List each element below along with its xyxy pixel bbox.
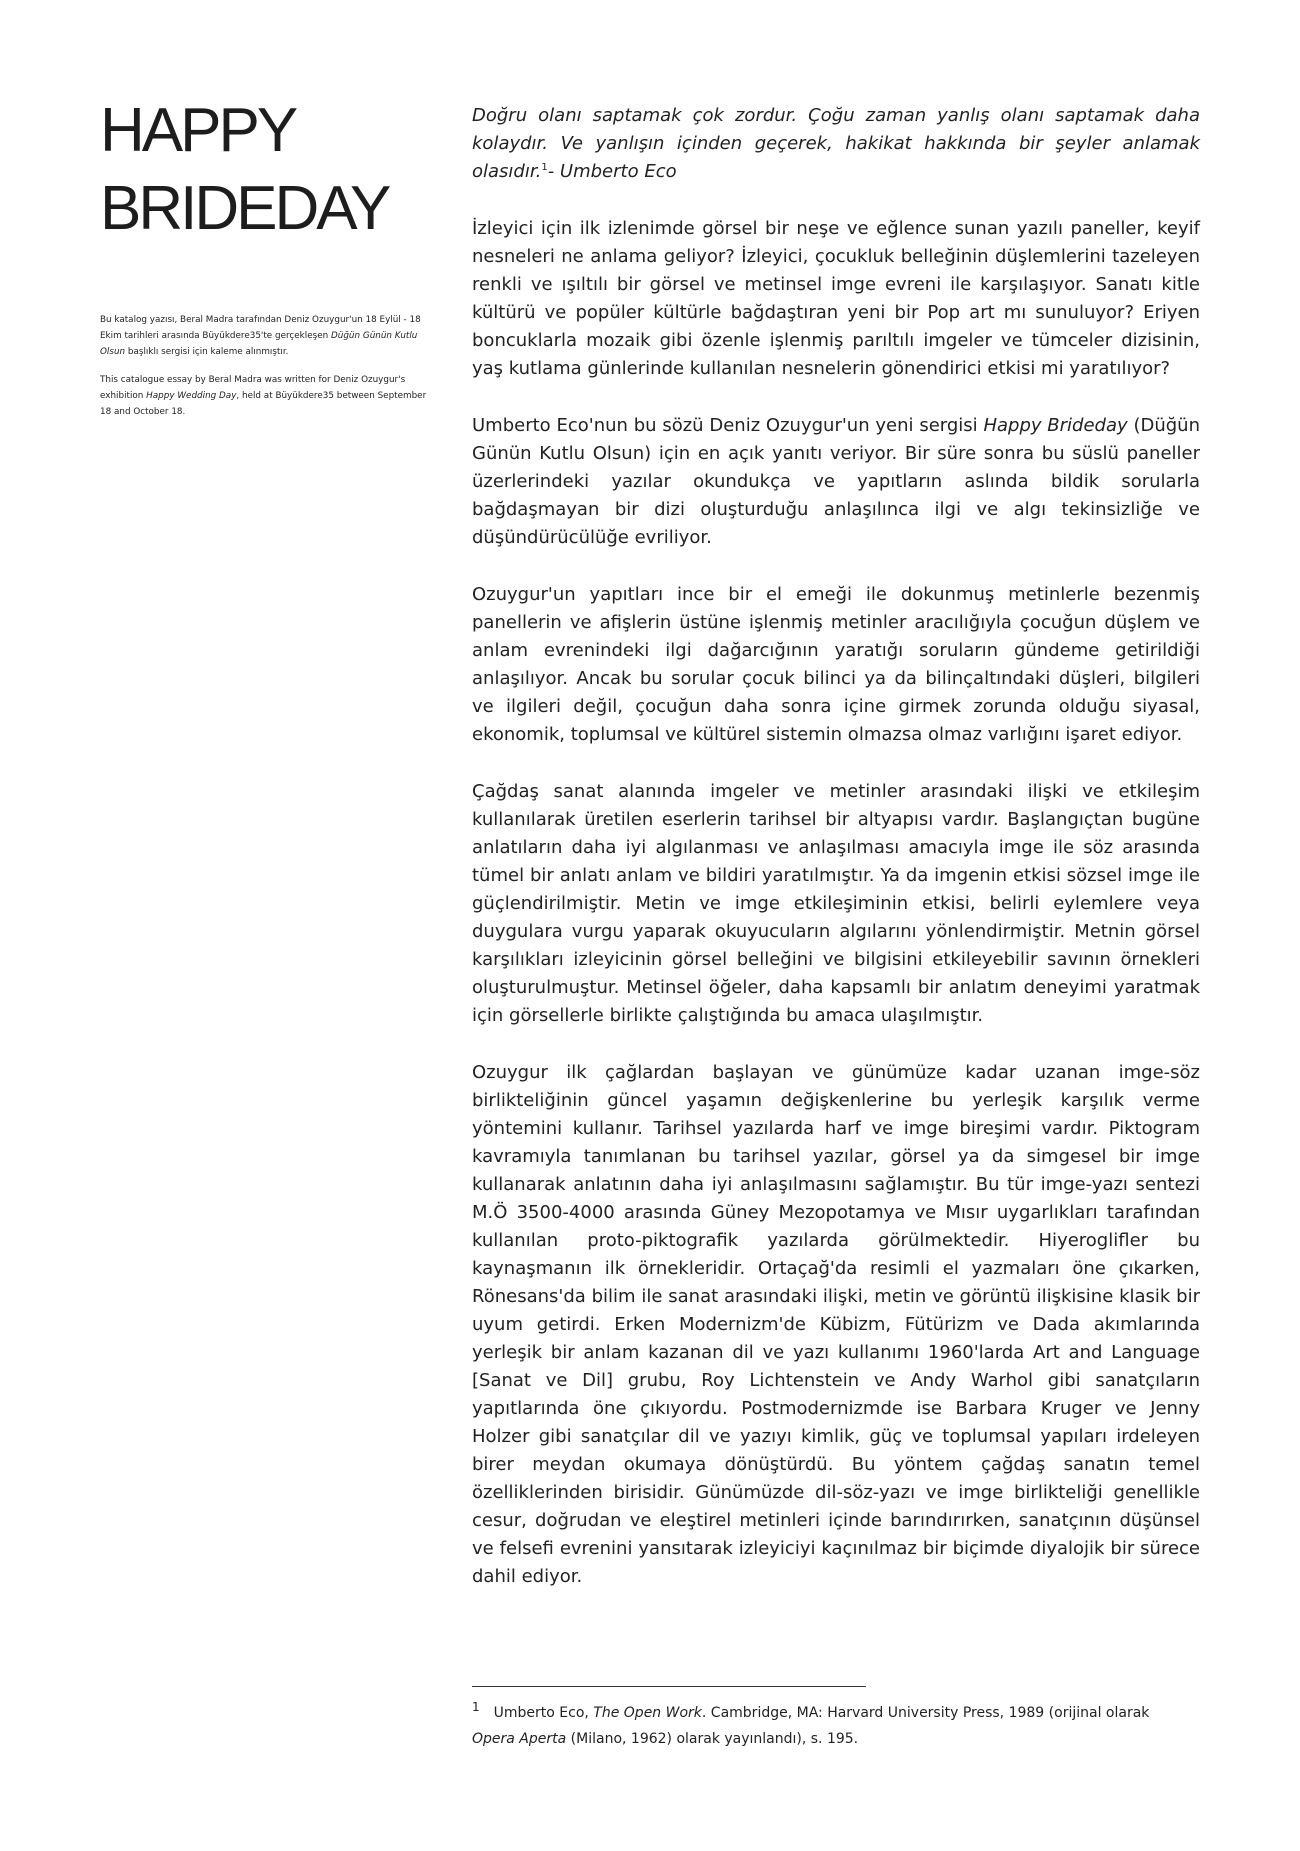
- footnote: 1 Umberto Eco, The Open Work. Cambridge, MA: Harvard University Press, 1989 (orijinal olarak Opera Aperta (Milano, 1962) olarak yayınlandı), s. 195.: [472, 1700, 1200, 1752]
- footnote-reference[interactable]: 1: [541, 162, 548, 173]
- paragraph-5: Ozuygur ilk çağlardan başlayan ve günümüze kadar uzanan imge-söz birlikteliğinin güncel yaşamın değişkenlerine bu yerleşik karşılık verme yöntemini kullanır. Tarihsel yazılarda harf ve imge bireşimi vardır. Piktogram kavramıyla tanımlanan bu tarihsel yazılar, görsel ya da simgesel bir imge kullanarak anlatının daha iyi anlaşılmasını sağlamıştır. Bu tür imge-yazı sentezi M.Ö 3500-4000 arasında Güney Mezopotamya ve Mısır uygarlıkları tarafından kullanılan proto-piktografik yazılarda görülmektedir. Hiyeroglifler bu kaynaşmanın ilk örnekleridir. Ortaçağ'da resimli el yazmaları öne çıkarken, Rönesans'da bilim ile sanat arasındaki ilişki, metin ve görüntü ilişkisine klasik bir uyum getirdi. Erken Modernizm'de Kübizm, Fütürizm ve Dada akımlarında yerleşik bir anlam kazanan dil ve yazı kullanımı 1960'larda Art and Language [Sanat ve Dil] grubu, Roy Lichtenstein ve Andy Warhol gibi sanatçıların yapıtlarında öne çıkıyordu. Postmodernizmde ise Barbara Kruger ve Jenny Holzer gibi sanatçılar dil ve yazıyı kimlik, güç ve toplumsal yapıları irdeleyen birer meydan okumaya dönüştürdü. Bu yöntem çağdaş sanatın temel özelliklerinden birisidir. Günümüzde dil-söz-yazı ve imge birlikteliği genellikle cesur, doğrudan ve eleştirel metinleri içinde barındırırken, sanatçının düşünsel ve felsefi evrenini yansıtarak izleyiciyi kaçınılmaz bir biçimde diyalojik bir sürece dahil ediyor.: [472, 1062, 1200, 1587]
- sidebar-note-turkish: Bu katalog yazısı, Beral Madra tarafından Deniz Ozuygur'un 18 Eylül - 18 Ekim tarihleri arasında Büyükdere35'te gerçekleşen Düğün Günün Kutlu Olsun başlıklı sergisi için kaleme alınmıştır.: [100, 315, 421, 357]
- footnote-line-2: Opera Aperta (Milano, 1962) olarak yayınlandı), s. 195.: [472, 1731, 859, 1747]
- essay-body: [472, 102, 1200, 1620]
- paragraph-3: Ozuygur'un yapıtları ince bir el emeği ile dokunmuş metinlerle bezenmiş panellerin ve afişlerin üstüne işlenmiş metinler aracılığıyla çocuğun düşlem ve anlam evrenindeki ilgi dağarcığının yaratığı soruların gündeme getirildiği anlaşılıyor. Ancak bu sorular çocuk bilinci ya da bilinçaltındaki düşleri, bilgileri ve ilgileri değil, çocuğun daha sonra içine girmek zorunda olduğu siyasal, ekonomik, toplumsal ve kültürel sistemin olmazsa olmaz varlığını işaret ediyor.: [472, 584, 1200, 745]
- page-title: [100, 92, 388, 248]
- title-line-2: BRIDEDAY: [100, 174, 389, 243]
- sidebar-note: [100, 312, 440, 432]
- paragraph-4: Çağdaş sanat alanında imgeler ve metinler arasındaki ilişki ve etkileşim kullanılarak üretilen eserlerin tarihsel bir altyapısı vardır. Başlangıçtan bugüne anlatıların daha iyi algılanması ve anlaşılması amacıyla imge ile söz arasında tümel bir anlatı anlam ve bildiri yaratılmıştır. Ya da imgenin etkisi sözsel imge ile güçlendirilmiştir. Metin ve imge etkileşiminin etkisi, belirli eylemlere veya duygulara vurgu yaparak okuyucuların algılarını yönlendirmiştir. Metnin görsel karşılıkları izleyicinin görsel belleğini ve bilgisini etkileyebilir savının örnekleri oluşturulmuştur. Metinsel öğeler, daha kapsamlı bir anlatım deneyimi yaratmak için görsellerle birlikte çalıştığında bu amaca ulaşılmıştır.: [472, 781, 1200, 1026]
- epigraph-text: Doğru olanı saptamak çok zordur. Çoğu zaman yanlış olanı saptamak daha kolaydır. Ve yanlışın içinden geçerek, hakikat hakkında bir şeyler anlamak olasıdır.: [472, 105, 1200, 182]
- title-line-1: HAPPY: [100, 96, 296, 165]
- paragraph-1: İzleyici için ilk izlenimde görsel bir neşe ve eğlence sunan yazılı paneller, keyif nesneleri ne anlama geliyor? İzleyici, çocukluk belleğinin düşlemlerini tazeleyen renkli ve ışıltılı bir görsel ve metinsel imge evreni ile karşılaşıyor. Sanatı kitle kültürü ve popüler kültürle bağdaştıran yeni bir Pop art mı sunuluyor? Eriyen boncuklarla mozaik gibi özenle işlenmiş parıltılı imgeler ve tümceler dizisinin, yaş kutlama günlerinde kullanılan nesnelerin gönendirici etkisi mi yaratılıyor?: [472, 218, 1200, 379]
- epigraph-attribution: - Umberto Eco: [547, 161, 677, 182]
- sidebar-note-english: This catalogue essay by Beral Madra was written for Deniz Ozuygur's exhibition Happy Wedding Day, held at Büyükdere35 between September 18 and October 18.: [100, 375, 427, 417]
- footnote-number: 1: [472, 1700, 480, 1714]
- epigraph: [472, 102, 1200, 186]
- paragraph-2: Umberto Eco'nun bu sözü Deniz Ozuygur'un yeni sergisi Happy Brideday (Düğün Günün Kutlu Olsun) için en açık yanıtı veriyor. Bir süre sonra bu süslü paneller üzerlerindeki yazılar okundukça ve yapıtların aslında bildik sorularla bağdaşmayan bir dizi oluşturduğu anlaşılınca ilgi ve algı tekinsizliğe ve düşündürücülüğe evriliyor.: [472, 415, 1200, 548]
- footnote-divider: [472, 1686, 866, 1687]
